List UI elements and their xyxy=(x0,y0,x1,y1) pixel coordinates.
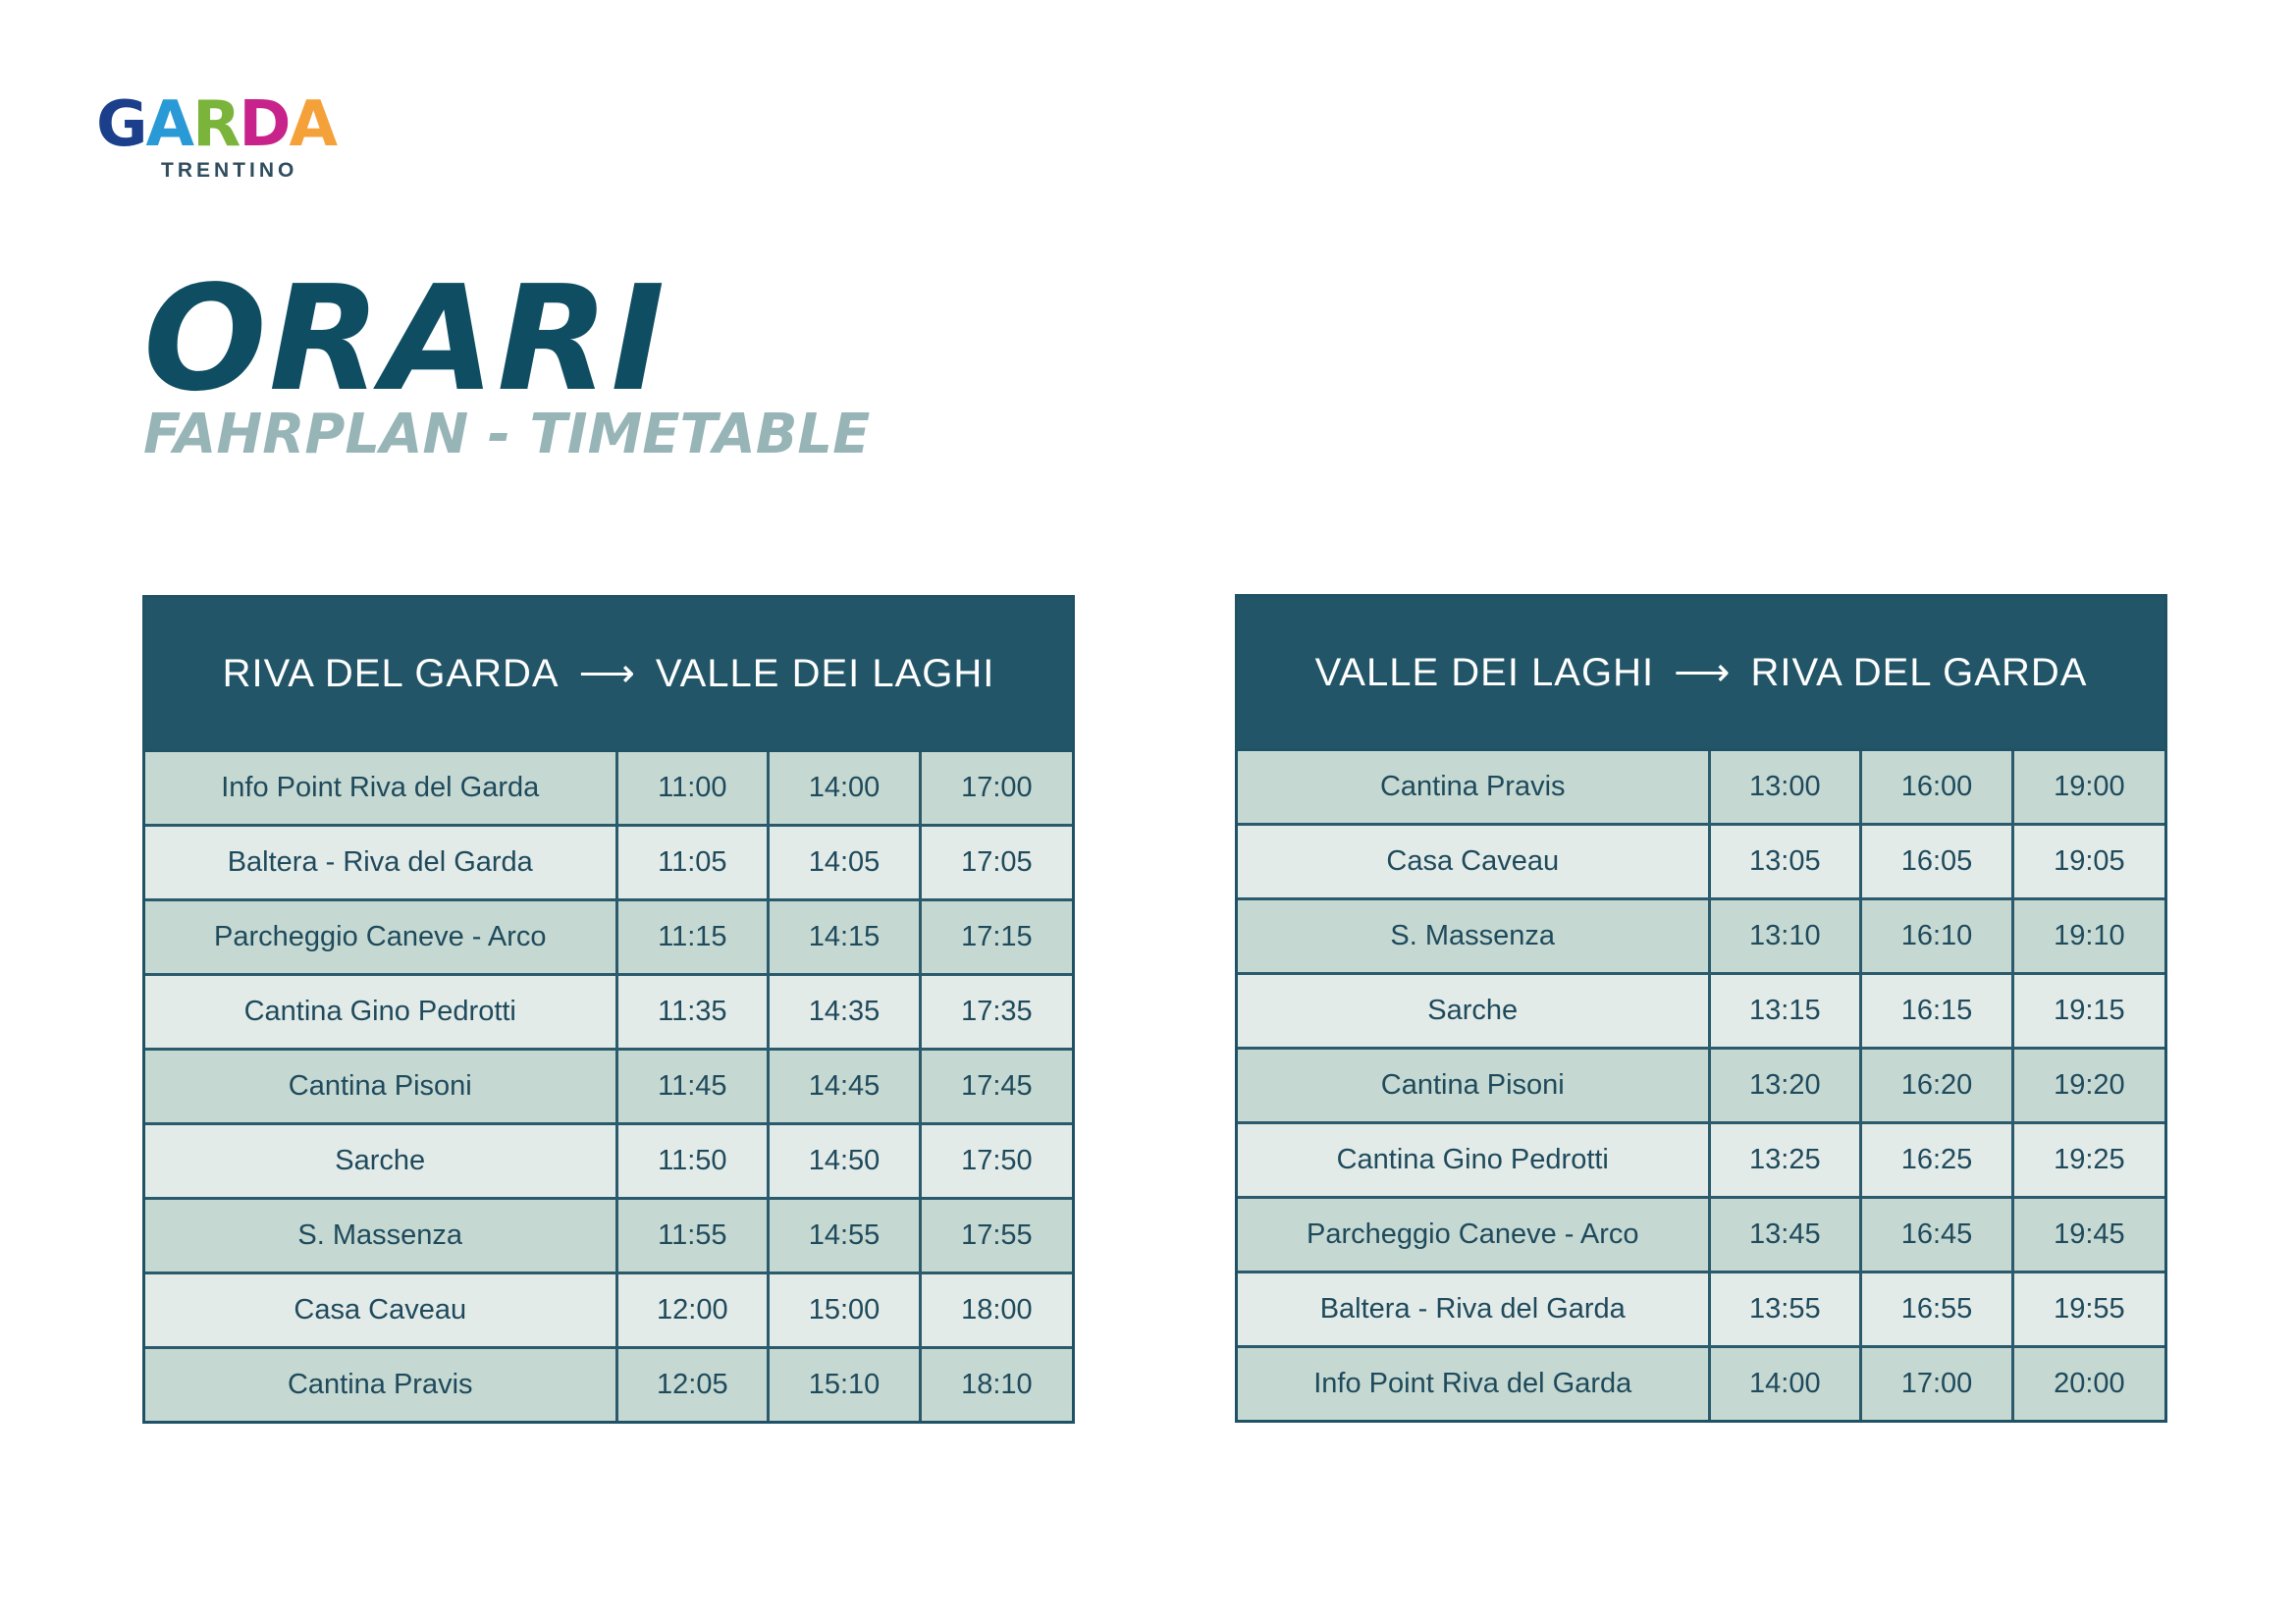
departure-time-cell: 14:55 xyxy=(769,1199,921,1273)
timetable-body xyxy=(1238,751,2164,1420)
table-row xyxy=(145,975,1072,1050)
timetable-header xyxy=(1238,597,2164,751)
departure-time-cell: 11:50 xyxy=(616,1124,769,1199)
table-row xyxy=(145,1273,1072,1348)
stop-name-cell: S. Massenza xyxy=(1238,899,1709,974)
departure-time-cell: 14:35 xyxy=(769,975,921,1050)
logo-letter-g: G xyxy=(96,88,146,161)
departure-time-cell: 19:20 xyxy=(2012,1049,2164,1123)
departure-time-cell: 17:35 xyxy=(920,975,1072,1050)
table-row xyxy=(145,1050,1072,1124)
stop-name-cell: S. Massenza xyxy=(145,1199,616,1273)
table-row xyxy=(1238,1123,2164,1198)
stop-name-cell: Cantina Pisoni xyxy=(145,1050,616,1124)
page-title: ORARI xyxy=(143,254,667,423)
departure-time-cell: 13:15 xyxy=(1709,974,1861,1049)
timetable-body xyxy=(145,752,1072,1421)
departure-time-cell: 16:55 xyxy=(1861,1272,2013,1347)
table-row xyxy=(145,900,1072,975)
departure-time-cell: 16:00 xyxy=(1861,751,2013,825)
arrow-right-icon: ⟶ xyxy=(1674,651,1732,694)
departure-time-cell: 11:00 xyxy=(616,752,769,826)
table-row xyxy=(1238,1049,2164,1123)
departure-time-cell: 16:05 xyxy=(1861,825,2013,899)
departure-time-cell: 14:00 xyxy=(769,752,921,826)
stop-name-cell: Sarche xyxy=(1238,974,1709,1049)
departure-time-cell: 17:05 xyxy=(920,826,1072,900)
table-row xyxy=(1238,825,2164,899)
departure-time-cell: 11:15 xyxy=(616,900,769,975)
stop-name-cell: Parcheggio Caneve - Arco xyxy=(145,900,616,975)
table-row xyxy=(145,1124,1072,1199)
departure-time-cell: 16:25 xyxy=(1861,1123,2013,1198)
stop-name-cell: Info Point Riva del Garda xyxy=(1238,1347,1709,1421)
departure-time-cell: 14:00 xyxy=(1709,1347,1861,1421)
stop-name-cell: Baltera - Riva del Garda xyxy=(1238,1272,1709,1347)
departure-time-cell: 19:45 xyxy=(2012,1198,2164,1272)
departure-time-cell: 13:55 xyxy=(1709,1272,1861,1347)
table-row xyxy=(1238,1347,2164,1421)
stop-name-cell: Info Point Riva del Garda xyxy=(145,752,616,826)
departure-time-cell: 12:05 xyxy=(616,1348,769,1422)
garda-trentino-logo xyxy=(96,88,361,190)
departure-time-cell: 19:55 xyxy=(2012,1272,2164,1347)
departure-time-cell: 16:10 xyxy=(1861,899,2013,974)
departure-time-cell: 17:00 xyxy=(920,752,1072,826)
timetable-outbound xyxy=(142,595,1075,1424)
table-row xyxy=(145,1348,1072,1422)
departure-time-cell: 14:05 xyxy=(769,826,921,900)
departure-time-cell: 18:00 xyxy=(920,1273,1072,1348)
departure-time-cell: 17:15 xyxy=(920,900,1072,975)
table-row xyxy=(1238,1272,2164,1347)
departure-time-cell: 13:05 xyxy=(1709,825,1861,899)
table-row xyxy=(1238,1198,2164,1272)
logo-wordmark xyxy=(96,88,361,161)
stop-name-cell: Cantina Pravis xyxy=(145,1348,616,1422)
stop-name-cell: Cantina Pravis xyxy=(1238,751,1709,825)
stop-name-cell: Cantina Gino Pedrotti xyxy=(1238,1123,1709,1198)
table-row xyxy=(1238,899,2164,974)
departure-time-cell: 14:50 xyxy=(769,1124,921,1199)
table-row xyxy=(1238,751,2164,825)
departure-time-cell: 13:10 xyxy=(1709,899,1861,974)
departure-time-cell: 19:10 xyxy=(2012,899,2164,974)
departure-time-cell: 20:00 xyxy=(2012,1347,2164,1421)
stop-name-cell: Baltera - Riva del Garda xyxy=(145,826,616,900)
departure-time-cell: 17:55 xyxy=(920,1199,1072,1273)
table-row xyxy=(145,826,1072,900)
logo-letter-r: R xyxy=(192,88,240,161)
arrow-right-icon: ⟶ xyxy=(578,652,636,695)
table-row xyxy=(145,752,1072,826)
departure-time-cell: 19:00 xyxy=(2012,751,2164,825)
stop-name-cell: Casa Caveau xyxy=(1238,825,1709,899)
page-subtitle: FAHRPLAN - TIMETABLE xyxy=(143,403,871,466)
timetable-header xyxy=(145,598,1072,752)
departure-time-cell: 16:15 xyxy=(1861,974,2013,1049)
departure-time-cell: 14:45 xyxy=(769,1050,921,1124)
departure-time-cell: 17:00 xyxy=(1861,1347,2013,1421)
departure-time-cell: 11:05 xyxy=(616,826,769,900)
departure-time-cell: 13:25 xyxy=(1709,1123,1861,1198)
table-row xyxy=(1238,974,2164,1049)
departure-time-cell: 13:00 xyxy=(1709,751,1861,825)
stop-name-cell: Cantina Gino Pedrotti xyxy=(145,975,616,1050)
departure-time-cell: 14:15 xyxy=(769,900,921,975)
stop-name-cell: Sarche xyxy=(145,1124,616,1199)
departure-time-cell: 19:05 xyxy=(2012,825,2164,899)
stop-name-cell: Casa Caveau xyxy=(145,1273,616,1348)
stop-name-cell: Parcheggio Caneve - Arco xyxy=(1238,1198,1709,1272)
route-to: VALLE DEI LAGHI xyxy=(655,651,995,695)
departure-time-cell: 13:20 xyxy=(1709,1049,1861,1123)
departure-time-cell: 12:00 xyxy=(616,1273,769,1348)
logo-subtitle: TRENTINO xyxy=(161,159,298,182)
stop-name-cell: Cantina Pisoni xyxy=(1238,1049,1709,1123)
route-from: RIVA DEL GARDA xyxy=(222,651,560,695)
departure-time-cell: 17:45 xyxy=(920,1050,1072,1124)
logo-letter-a: A xyxy=(145,88,193,161)
departure-time-cell: 11:35 xyxy=(616,975,769,1050)
departure-time-cell: 17:50 xyxy=(920,1124,1072,1199)
route-from: VALLE DEI LAGHI xyxy=(1314,650,1655,694)
departure-time-cell: 11:55 xyxy=(616,1199,769,1273)
departure-time-cell: 19:25 xyxy=(2012,1123,2164,1198)
table-row xyxy=(145,1199,1072,1273)
logo-letter-d: D xyxy=(239,88,290,161)
timetable-grid xyxy=(145,752,1072,1421)
timetable-grid xyxy=(1238,751,2164,1420)
departure-time-cell: 16:45 xyxy=(1861,1198,2013,1272)
departure-time-cell: 16:20 xyxy=(1861,1049,2013,1123)
timetable-return xyxy=(1235,594,2167,1423)
departure-time-cell: 13:45 xyxy=(1709,1198,1861,1272)
departure-time-cell: 15:10 xyxy=(769,1348,921,1422)
departure-time-cell: 11:45 xyxy=(616,1050,769,1124)
departure-time-cell: 19:15 xyxy=(2012,974,2164,1049)
route-to: RIVA DEL GARDA xyxy=(1750,650,2088,694)
departure-time-cell: 18:10 xyxy=(920,1348,1072,1422)
departure-time-cell: 15:00 xyxy=(769,1273,921,1348)
logo-letter-a2: A xyxy=(289,88,336,161)
